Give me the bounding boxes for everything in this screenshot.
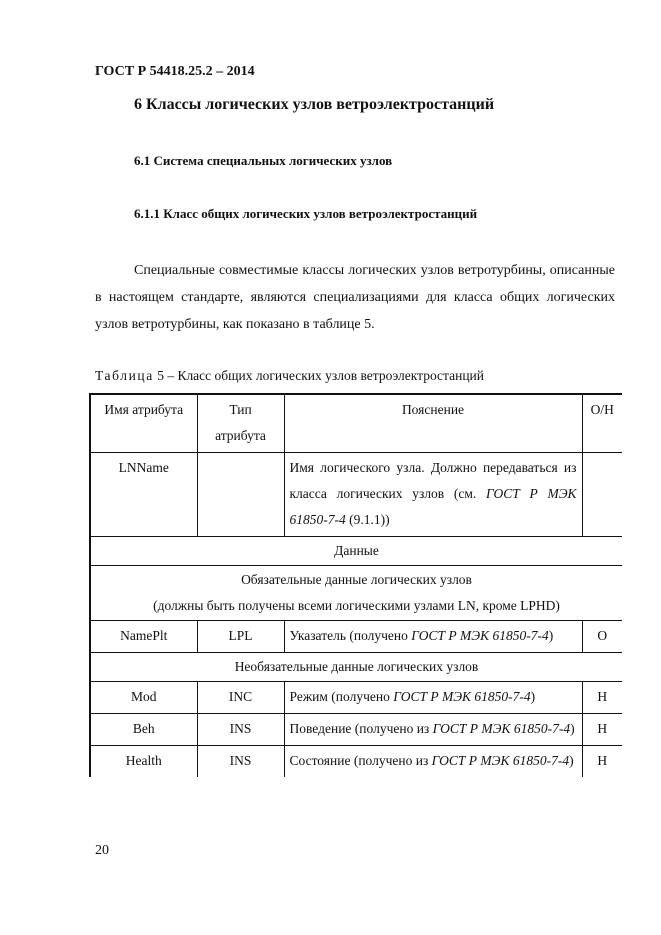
- attr-name-cell: NamePlt: [90, 621, 197, 653]
- desc-tail: ): [530, 689, 536, 704]
- desc-tail: ): [569, 753, 574, 768]
- table-container: [89, 393, 622, 830]
- desc-text: Имя логического узла. Должно передаваться из класса логических узлов (см.: [289, 460, 577, 501]
- attr-name-cell: LNName: [90, 453, 197, 537]
- desc-text: Поведение (получено из: [289, 721, 433, 736]
- table-row: [90, 746, 622, 778]
- mandatory-line-1: Обязательные данные логических узлов: [241, 572, 472, 587]
- attr-type-cell: INS: [197, 714, 284, 746]
- section-row: [90, 566, 622, 621]
- desc-tail: ): [548, 628, 554, 643]
- mandatory-line-2: (должны быть получены всеми логическими узлами LN, кроме LPHD): [153, 598, 560, 613]
- mandatory-data-label: [90, 566, 622, 621]
- desc-text: Состояние (получено из: [289, 753, 432, 768]
- attr-desc-cell: [284, 453, 582, 537]
- table-row: [90, 682, 622, 714]
- attr-type-cell: LPL: [197, 621, 284, 653]
- table-caption-prefix: Таблица: [95, 368, 154, 383]
- header-cell: О/Н: [582, 394, 622, 453]
- attributes-table: [89, 393, 622, 777]
- header-cell: Пояснение: [284, 394, 582, 453]
- attr-name-cell: Mod: [90, 682, 197, 714]
- section-row: [90, 653, 622, 682]
- desc-reference: ГОСТ Р МЭК 61850-7-4: [393, 689, 531, 704]
- table-header-row: [90, 394, 622, 453]
- desc-tail: (9.1.1)): [345, 512, 390, 527]
- header-cell: Тип атрибута: [197, 394, 284, 453]
- section-title: 6 Классы логических узлов ветроэлектростанций: [134, 96, 495, 113]
- table-caption-text: 5 – Класс общих логических узлов ветроэлектростанций: [153, 368, 485, 383]
- desc-tail: ): [570, 721, 575, 736]
- attr-on-cell: Н: [582, 682, 622, 714]
- attr-desc-cell: [284, 682, 582, 714]
- attr-on-cell: Н: [582, 714, 622, 746]
- attr-desc-cell: [284, 621, 582, 653]
- body-paragraph: Специальные совместимые классы логических узлов ветротурбины, описанные в настоящем стандарте, являются специализациями для класса общих логических узлов ветротурбины, как показано в таблице 5.: [95, 263, 615, 332]
- table-row: [90, 714, 622, 746]
- desc-reference: ГОСТ Р МЭК 61850-7-4: [289, 486, 577, 527]
- table-row: [90, 621, 622, 653]
- attr-type-cell: INC: [197, 682, 284, 714]
- desc-text: Указатель (получено: [289, 628, 412, 643]
- attr-on-cell: О: [582, 621, 622, 653]
- document-header: ГОСТ Р 54418.25.2 – 2014: [95, 64, 255, 79]
- attr-desc-cell: [284, 746, 582, 778]
- section-data-label: Данные: [90, 537, 622, 566]
- attr-name-cell: Health: [90, 746, 197, 778]
- attr-desc-cell: [284, 714, 582, 746]
- attr-type-cell: [197, 453, 284, 537]
- attr-type-cell: INS: [197, 746, 284, 778]
- subsubsection-title: 6.1.1 Класс общих логических узлов ветроэлектростанций: [134, 206, 478, 221]
- desc-reference: ГОСТ Р МЭК 61850-7-4: [411, 628, 549, 643]
- section-row: [90, 537, 622, 566]
- attr-name-cell: Beh: [90, 714, 197, 746]
- page-number: 20: [95, 843, 109, 858]
- optional-data-label: Необязательные данные логических узлов: [90, 653, 622, 682]
- subsection-title: 6.1 Система специальных логических узлов: [134, 153, 393, 168]
- desc-reference: ГОСТ Р МЭК 61850-7-4: [432, 721, 571, 736]
- attr-on-cell: Н: [582, 746, 622, 778]
- desc-text: Режим (получено: [289, 689, 394, 704]
- header-cell: Имя атрибута: [90, 394, 197, 453]
- desc-reference: ГОСТ Р МЭК 61850-7-4: [431, 753, 570, 768]
- table-row: [90, 453, 622, 537]
- attr-on-cell: [582, 453, 622, 537]
- table-caption: [95, 368, 484, 384]
